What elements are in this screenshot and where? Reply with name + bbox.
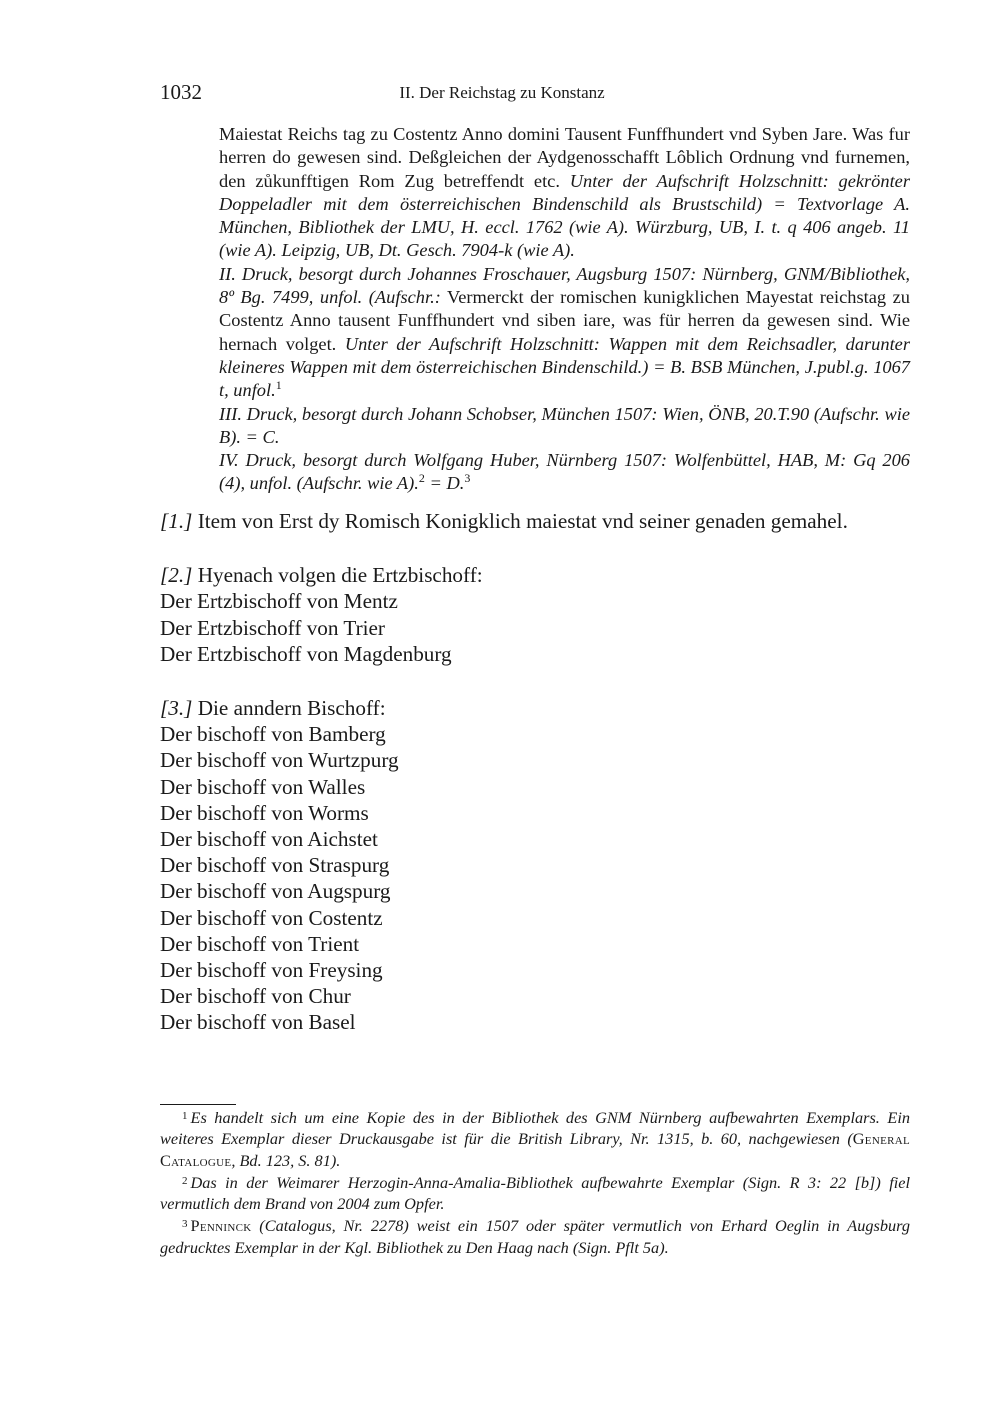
intro-p4-italic-b: = D.	[429, 473, 465, 494]
section-1-heading	[160, 508, 920, 534]
footnote-divider	[160, 1104, 236, 1105]
section-3-heading	[160, 695, 920, 721]
footnote-ref-3[interactable]: 3	[464, 471, 471, 486]
section-heading-text: Item von Erst dy Romisch Konigklich maiestat vnd seiner genaden gemahel.	[197, 509, 848, 533]
running-title: II. Der Reichstag zu Konstanz	[399, 83, 605, 102]
intro-p2-italic-b: Unter der Aufschrift Holzschnitt: Wappen mit dem Reichsadler, darunter kleineres Wappen mit dem österreichischen Bindenschild.) = B. BSB München, J.publ.g. 1067 t, unfol.	[219, 333, 910, 401]
footnote-ref-2[interactable]: 2	[418, 471, 425, 486]
footnote-3-smallcaps: Penninck	[190, 1216, 252, 1236]
footnote-number: 2	[182, 1174, 188, 1187]
footnote-ref-1[interactable]: 1	[275, 378, 282, 393]
intro-paragraph-3	[219, 403, 910, 450]
list-item: Der bischoff von Straspurg	[160, 853, 390, 878]
list-item: Der bischoff von Bamberg	[160, 722, 386, 747]
section-heading-text: Hyenach volgen die Ertzbischoff:	[197, 563, 483, 588]
list-item: Der bischoff von Costentz	[160, 905, 383, 930]
intro-p2-roman: Vermerckt der romischen kunigklichen Mayestat reichstag zu Costentz Anno tausent Funffhundert vnd siben iare, was für herren da gewesen sind. Wie hernach volget.	[219, 287, 910, 354]
list-item: Der bischoff von Worms	[160, 800, 369, 825]
footnote-3	[160, 1214, 910, 1258]
footnote-3-text: (Catalogus, Nr. 2278) weist ein 1507 oder später vermutlich von Erhard Oeglin in Augsburg gedrucktes Exemplar in der Kgl. Bibliothek zu Den Haag nach (Sign. Pflt 5a).	[160, 1216, 910, 1257]
section-heading-text: Die anndern Bischoff:	[197, 696, 386, 721]
footnotes	[160, 1106, 910, 1258]
intro-p1-text: Maiestat Reichs tag zu Costentz Anno domini Tausent Funffhundert vnd Syben Jare. Was fur herren do gewesen sind. Deßgleichen der Aydgenosschafft Lôblich Ordnung vnd furnemen, den zůkunfftigen Rom Zug betreffendt etc.	[219, 124, 910, 191]
footnote-2	[160, 1171, 910, 1215]
page-number: 1032	[160, 80, 202, 104]
list-item: Der bischoff von Aichstet	[160, 827, 378, 852]
section-number: [1.]	[160, 509, 193, 533]
footnote-1	[160, 1106, 910, 1171]
intro-p4-italic-a: IV. Druck, besorgt durch Wolfgang Huber, Nürnberg 1507: Wolfenbüttel, HAB, M: Gq 206 (4), unfol. (Aufschr. wie A).	[219, 450, 910, 494]
list-item: Der bischoff von Freysing	[160, 958, 383, 983]
footnote-number: 1	[182, 1110, 188, 1122]
source-description	[219, 123, 910, 496]
footnote-number: 3	[182, 1218, 188, 1231]
list-item: Der bischoff von Chur	[160, 984, 351, 1009]
list-item: Der bischoff von Basel	[160, 1010, 356, 1035]
list-item: Der bischoff von Augspurg	[160, 879, 391, 904]
intro-paragraph-4	[219, 449, 910, 496]
footnote-1-text-b: , Bd. 123, S. 81).	[231, 1150, 341, 1170]
section-number: [2.]	[160, 563, 193, 588]
intro-p1-italic: Unter der Aufschrift Holzschnitt: gekrönter Doppeladler mit dem österreichischen Bindenschild als Brustschild) = Textvorlage A. München, Bibliothek der LMU, H. eccl. 1762 (wie A). Würzburg, UB, I. t. q 406 angeb. 11 (wie A). Leipzig, UB, Dt. Gesch. 7904-k (wie A).	[219, 170, 910, 261]
list-item: Der Ertzbischoff von Mentz	[160, 589, 398, 614]
section-number: [3.]	[160, 696, 193, 721]
list-item: Der bischoff von Trient	[160, 931, 360, 956]
footnote-2-text: Das in der Weimarer Herzogin-Anna-Amalia-Bibliothek aufbewahrte Exemplar (Sign. R 3: 22 [b]) fiel vermutlich dem Brand von 2004 zum Opfer.	[160, 1172, 910, 1214]
intro-paragraph-1	[219, 123, 910, 263]
intro-p2-italic-a: II. Druck, besorgt durch Johannes Froschauer, Augsburg 1507: Nürnberg, GNM/Bibliothek, 8º Bg. 7499, unfol. (Aufschr.:	[219, 263, 910, 308]
list-item: Der bischoff von Walles	[160, 774, 366, 799]
main-text	[160, 508, 920, 1036]
footnote-1-text-a: Es handelt sich um eine Kopie des in der Bibliothek des GNM Nürnberg aufbewahrten Exemplars. Ein weiteres Exemplar dieser Druckausgabe ist für die British Library, Nr. 1315, b. 60, nachgewiesen (	[160, 1108, 910, 1149]
list-item: Der bischoff von Wurtzpurg	[160, 748, 399, 773]
section-2-heading	[160, 562, 920, 588]
intro-p3-italic: III. Druck, besorgt durch Johann Schobser, München 1507: Wien, ÖNB, 20.T.90 (Aufschr. wie B). = C.	[219, 403, 910, 447]
intro-paragraph-2	[219, 263, 910, 403]
footnote-1-smallcaps: General Catalogue	[160, 1129, 910, 1170]
list-item: Der Ertzbischoff von Trier	[160, 615, 385, 640]
list-item: Der Ertzbischoff von Magdenburg	[160, 641, 452, 666]
